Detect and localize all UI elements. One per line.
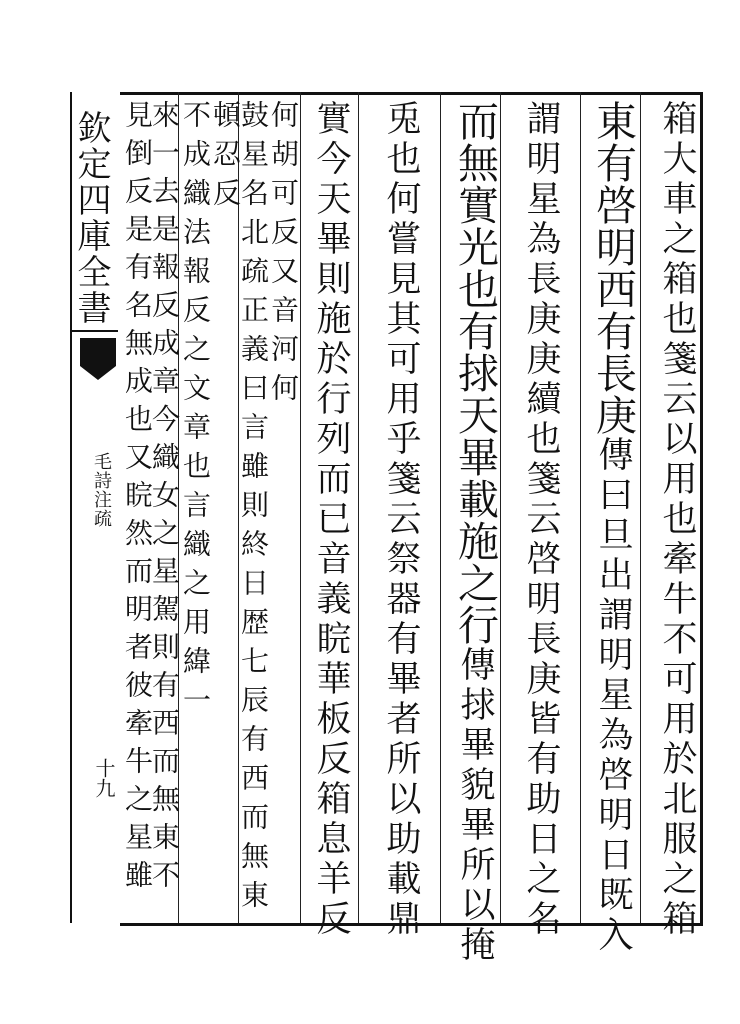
text-column-8 <box>179 100 242 912</box>
column-rule <box>440 92 441 923</box>
column-rule <box>300 92 301 923</box>
text-column-9: 來一去是報反成章今織女之星駕則有西而無東不 <box>148 100 181 898</box>
text-column-7 <box>237 100 300 919</box>
main-text: 而無實光也有捄天畢載施之行 <box>451 100 499 646</box>
page-number: 十九 <box>92 758 116 798</box>
annotation-line: 鼓星名北疏正義曰言雖則終日歴七辰有西而無東 <box>237 100 270 919</box>
column-rule <box>580 92 581 923</box>
column-rule <box>640 92 641 923</box>
commentary-text: 傳曰旦出謂明星為啓明日既入 <box>593 436 633 956</box>
annotation-line: 不成織法報反之文章也言織之用緯一 <box>179 100 212 724</box>
text-column-4 <box>446 100 500 966</box>
annotation-line: 頓忍反 <box>209 100 242 217</box>
book-title: 欽定四庫全書 <box>71 110 111 326</box>
text-column-3: 謂明星為長庚庚續也箋云啓明長庚皆有助日之名 <box>521 100 561 940</box>
column-rule <box>358 92 359 923</box>
text-column-6: 實今天畢則施於行列而已音義睆華板反箱息羊反 <box>311 100 351 940</box>
commentary-text: 傳捄畢貌畢所以掩 <box>455 646 495 966</box>
column-rule <box>500 92 501 923</box>
margin-divider <box>72 330 118 332</box>
text-column-1: 箱大車之箱也箋云以用也牽牛不可用於北服之箱 <box>657 100 697 940</box>
volume-label: 毛詩注疏 <box>91 452 112 528</box>
annotation-line: 何胡可反又音河何 <box>267 100 300 412</box>
main-text: 東有啓明西有長庚 <box>589 100 637 436</box>
text-column-10: 見倒反是有名無成也又睆然而明者彼牽牛之星雖 <box>121 100 154 898</box>
text-column-5: 兎也何嘗見其可用乎箋云祭器有畢者所以助載鼎 <box>381 100 421 940</box>
fish-tail-mark <box>80 338 116 366</box>
text-column-2 <box>584 100 638 956</box>
